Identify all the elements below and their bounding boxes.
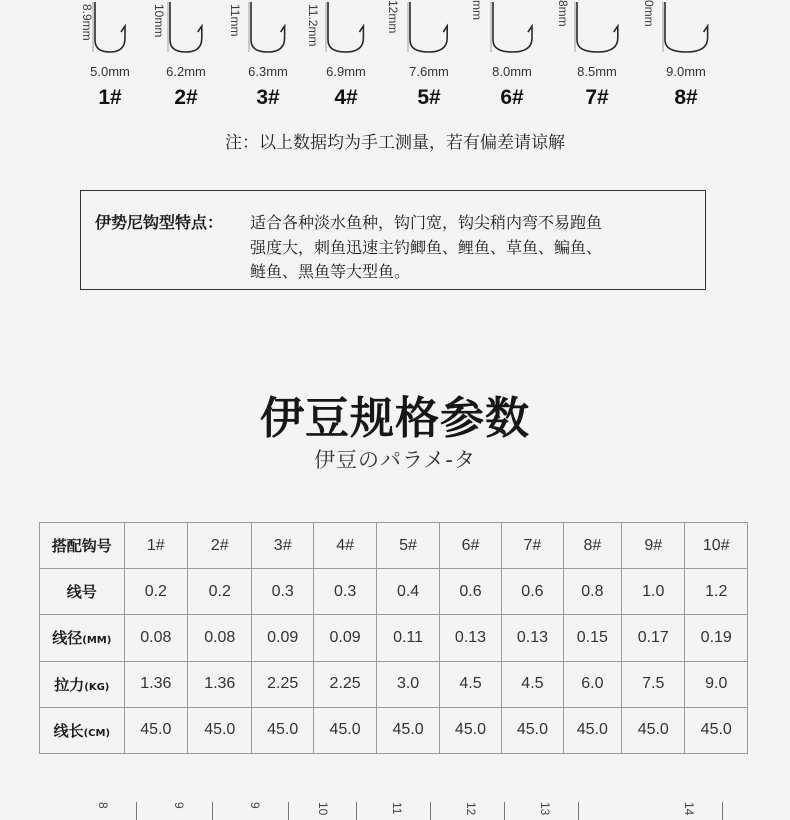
table-cell: 0.08	[188, 615, 252, 661]
row-header-unit: (CM)	[83, 727, 111, 739]
cropped-length-label: 9	[248, 802, 262, 809]
hook-width-label: 7.6mm	[409, 64, 449, 79]
table-cell: 6#	[439, 523, 501, 569]
table-cell: 45.0	[188, 707, 252, 753]
row-header	[40, 707, 125, 753]
row-header-label: 线长	[53, 721, 84, 740]
hook-length-label: 8mm	[556, 0, 570, 27]
table-cell: 45.0	[124, 707, 187, 753]
table-cell: 10#	[685, 523, 748, 569]
cropped-length-label: 13	[538, 802, 552, 816]
table-cell: 45.0	[622, 707, 685, 753]
table-cell: 6.0	[563, 661, 621, 707]
section-subtitle: 伊豆のパラメ-タ	[314, 448, 476, 472]
table-cell: 0.15	[563, 615, 621, 661]
table-cell: 0.09	[313, 615, 376, 661]
table-cell: 4.5	[439, 661, 501, 707]
hook-length-label: 11mm	[228, 4, 242, 37]
hook-shank-line	[136, 802, 137, 820]
hook-number-label: 7#	[585, 86, 609, 109]
table-cell: 0.2	[188, 569, 252, 615]
fish-hook-icon	[661, 0, 714, 56]
table-cell: 5#	[377, 523, 439, 569]
table-row	[40, 707, 748, 753]
table-cell: 0.11	[377, 615, 439, 661]
table-cell: 1.36	[124, 661, 187, 707]
table-cell: 8#	[563, 523, 621, 569]
row-header-label: 线号	[66, 583, 97, 602]
table-cell: 1#	[124, 523, 187, 569]
feature-line: 适合各种淡水鱼种，钩门宽，钩尖稍内弯不易跑鱼	[250, 213, 603, 232]
cropped-length-label: 9	[172, 802, 186, 809]
table-cell: 0.13	[439, 615, 501, 661]
fish-hook-icon	[573, 0, 624, 56]
table-cell: 0.3	[313, 569, 376, 615]
hook-shank-line	[722, 802, 723, 820]
row-header	[40, 615, 125, 661]
section-title: 伊豆规格参数	[260, 393, 530, 444]
hook-shank-line	[212, 802, 213, 820]
hook-number-label: 6#	[500, 86, 524, 109]
table-cell: 3.0	[377, 661, 439, 707]
table-cell: 0.6	[502, 569, 563, 615]
table-cell: 0.3	[252, 569, 313, 615]
table-cell: 0.08	[124, 615, 187, 661]
hook-feature-box	[80, 190, 706, 290]
hook-width-label: 5.0mm	[90, 64, 130, 79]
fish-hook-icon	[247, 0, 291, 56]
row-header-label: 线径	[52, 629, 83, 648]
table-cell: 0.17	[622, 615, 685, 661]
table-cell: 0.13	[502, 615, 563, 661]
fish-hook-icon	[166, 0, 208, 56]
hook-length-label: 8.9mm	[80, 4, 94, 41]
table-cell: 0.19	[685, 615, 748, 661]
row-header-label: 拉力	[54, 675, 85, 694]
hook-length-label: 10mm	[152, 4, 166, 38]
next-hook-strip	[0, 796, 790, 820]
hook-item	[549, 0, 645, 120]
fish-hook-icon	[489, 0, 538, 56]
row-header-unit: (MM)	[82, 635, 112, 647]
hook-number-label: 3#	[256, 86, 280, 109]
row-header	[40, 569, 125, 615]
table-cell: 0.09	[252, 615, 313, 661]
table-cell: 1.2	[685, 569, 748, 615]
table-row	[40, 661, 748, 707]
fish-hook-icon	[91, 0, 131, 56]
cropped-length-label: 11	[390, 802, 404, 815]
cropped-length-label: 12	[464, 802, 478, 816]
table-cell: 45.0	[563, 707, 621, 753]
spec-table	[39, 522, 748, 754]
table-cell: 0.6	[439, 569, 501, 615]
table-cell: 45.0	[685, 707, 748, 753]
hook-width-label: 8.0mm	[492, 64, 532, 79]
hook-width-label: 8.5mm	[577, 64, 617, 79]
hook-length-label: 11.2mm	[306, 4, 320, 47]
hook-shank-line	[288, 802, 289, 820]
table-cell: 45.0	[377, 707, 439, 753]
table-cell: 2#	[188, 523, 252, 569]
hook-number-label: 8#	[674, 86, 698, 109]
table-cell: 4.5	[502, 661, 563, 707]
table-cell: 4#	[313, 523, 376, 569]
hook-shank-line	[356, 802, 357, 820]
table-cell: 9.0	[685, 661, 748, 707]
table-cell: 2.25	[252, 661, 313, 707]
fish-hook-icon	[324, 0, 369, 56]
feature-line: 鲢鱼、黑鱼等大型鱼。	[250, 262, 411, 281]
table-row	[40, 615, 748, 661]
table-cell: 0.8	[563, 569, 621, 615]
cropped-length-label: 8	[96, 802, 110, 809]
hook-number-label: 4#	[334, 86, 358, 109]
hook-item	[381, 0, 477, 120]
feature-line: 强度大，刺鱼迅速主钓鲫鱼、鲤鱼、草鱼、鳊鱼、	[250, 238, 603, 257]
row-header	[40, 523, 125, 569]
hook-width-label: 9.0mm	[666, 64, 706, 79]
cropped-length-label: 14	[682, 802, 696, 816]
hook-shank-line	[430, 802, 431, 820]
table-cell: 0.4	[377, 569, 439, 615]
table-cell: 9#	[622, 523, 685, 569]
cropped-length-label: 10	[316, 802, 330, 816]
hook-item	[298, 0, 394, 120]
feature-label: 伊势尼钩型特点：	[95, 213, 224, 232]
table-cell: 0.2	[124, 569, 187, 615]
hook-size-strip	[0, 0, 790, 120]
hook-item	[464, 0, 560, 120]
hook-length-label: 12mm	[386, 0, 400, 34]
fish-hook-icon	[406, 0, 453, 56]
hook-length-label: mm	[470, 0, 484, 20]
row-header-label: 搭配钩号	[51, 537, 112, 556]
hook-shank-line	[578, 802, 579, 820]
hook-item	[638, 0, 734, 120]
hook-number-label: 1#	[98, 86, 122, 109]
hook-width-label: 6.3mm	[248, 64, 288, 79]
hook-width-label: 6.9mm	[326, 64, 366, 79]
table-cell: 1.0	[622, 569, 685, 615]
table-cell: 7.5	[622, 661, 685, 707]
table-cell: 45.0	[502, 707, 563, 753]
table-header-row	[40, 523, 748, 569]
row-header	[40, 661, 125, 707]
table-row	[40, 569, 748, 615]
hook-shank-line	[504, 802, 505, 820]
hook-number-label: 5#	[417, 86, 441, 109]
table-cell: 2.25	[313, 661, 376, 707]
hook-width-label: 6.2mm	[166, 64, 206, 79]
table-cell: 45.0	[439, 707, 501, 753]
table-cell: 45.0	[252, 707, 313, 753]
measurement-note: 注：以上数据均为手工测量，若有偏差请谅解	[225, 133, 565, 153]
row-header-unit: (KG)	[84, 681, 110, 693]
hook-number-label: 2#	[174, 86, 198, 109]
table-cell: 7#	[502, 523, 563, 569]
hook-length-label: 0mm	[642, 0, 656, 27]
table-cell: 45.0	[313, 707, 376, 753]
table-cell: 3#	[252, 523, 313, 569]
table-cell: 1.36	[188, 661, 252, 707]
